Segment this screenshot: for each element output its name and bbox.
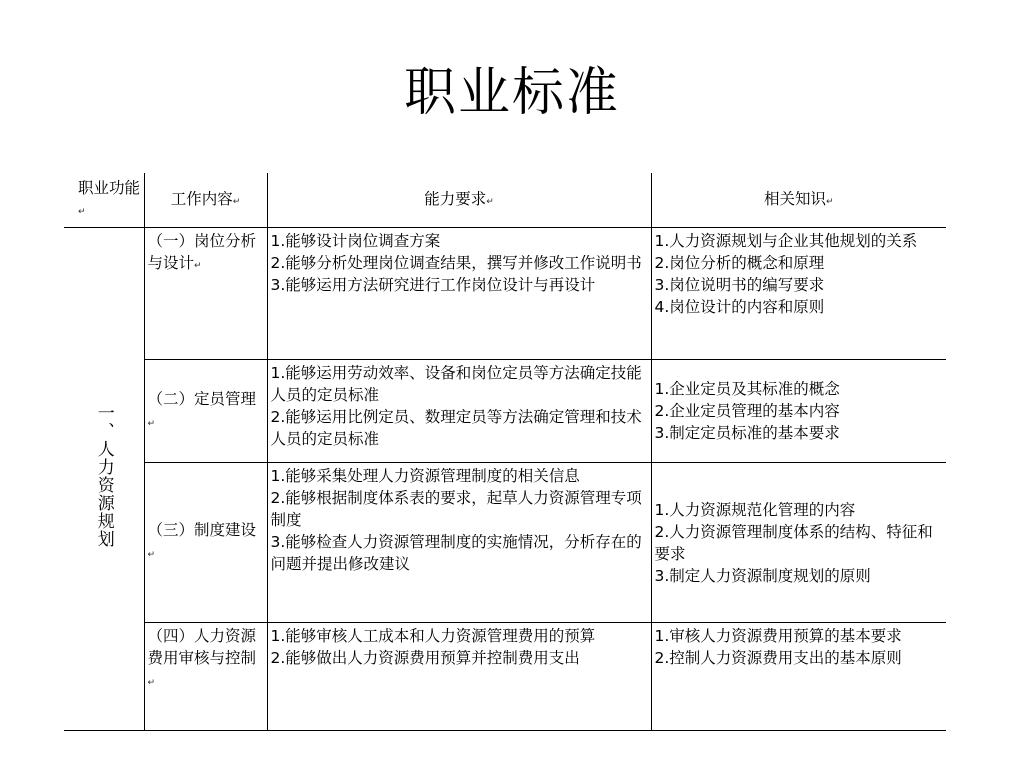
ability-item: 1.能够采集处理人力资源管理制度的相关信息 [270, 467, 580, 485]
knowledge-item: 1.人力资源规范化管理的内容 [654, 500, 856, 519]
function-cell [64, 228, 144, 731]
work-content-cell: （三）制度建设↵ [144, 463, 267, 623]
ability-item: 1.能够审核人工成本和人力资源管理费用的预算 [270, 627, 596, 645]
ability-cell [267, 228, 651, 360]
ability-cell [267, 623, 651, 731]
paragraph-mark-icon: ↵ [78, 206, 86, 217]
knowledge-cell [651, 623, 946, 731]
knowledge-item: 2.岗位分析的概念和原理 [654, 254, 825, 272]
knowledge-item: 4.岗位设计的内容和原则 [654, 298, 825, 316]
occupational-standard-table [64, 173, 946, 731]
knowledge-item: 3.制定人力资源制度规划的原则 [654, 566, 871, 585]
header-ability-label: 能力要求 [424, 189, 487, 208]
work-content-label: （一）岗位分析与设计 [147, 232, 257, 272]
work-content-cell: （一）岗位分析与设计↵ [144, 228, 267, 360]
work-content-label: （四）人力资源费用审核与控制 [147, 627, 257, 667]
table-row [64, 360, 946, 463]
header-function-label: 职业功能 [78, 178, 141, 197]
ability-item: 2.能够根据制度体系表的要求，起草人力资源管理专项制度 [270, 489, 642, 529]
knowledge-cell [651, 360, 946, 463]
function-label: 一、人力资源规划 [93, 404, 114, 548]
knowledge-item: 2.控制人力资源费用支出的基本原则 [654, 649, 902, 667]
table-row [64, 463, 946, 623]
knowledge-item: 1.审核人力资源费用预算的基本要求 [654, 627, 902, 645]
knowledge-item: 3.制定定员标准的基本要求 [654, 424, 840, 442]
table-header-row [64, 173, 946, 228]
header-ability [267, 173, 651, 228]
header-content-label: 工作内容 [170, 189, 233, 208]
header-content [144, 173, 267, 228]
table-row [64, 228, 946, 360]
ability-item: 3.能够检查人力资源管理制度的实施情况，分析存在的问题并提出修改建议 [270, 533, 642, 573]
work-content-label: （三）制度建设 [147, 521, 257, 539]
knowledge-item: 2.企业定员管理的基本内容 [654, 402, 840, 420]
knowledge-cell [651, 463, 946, 623]
knowledge-item: 2.人力资源管理制度体系的结构、特征和要求 [654, 522, 933, 563]
knowledge-item: 1.人力资源规划与企业其他规划的关系 [654, 232, 918, 250]
knowledge-cell [651, 228, 946, 360]
ability-item: 2.能够运用比例定员、数理定员等方法确定管理和技术人员的定员标准 [270, 408, 642, 448]
work-content-cell: （四）人力资源费用审核与控制↵ [144, 623, 267, 731]
header-knowledge [651, 173, 946, 228]
knowledge-item: 1.企业定员及其标准的概念 [654, 380, 840, 398]
header-knowledge-label: 相关知识 [763, 189, 826, 208]
knowledge-item: 3.岗位说明书的编写要求 [654, 276, 825, 294]
paragraph-mark-icon: ↵ [232, 196, 241, 207]
ability-cell [267, 360, 651, 463]
paragraph-mark-icon: ↵ [486, 196, 494, 207]
ability-item: 1.能够运用劳动效率、设备和岗位定员等方法确定技能人员的定员标准 [270, 364, 642, 404]
table-row [64, 623, 946, 731]
work-content-cell: （二）定员管理↵ [144, 360, 267, 463]
header-function [64, 173, 144, 228]
ability-item: 1.能够设计岗位调查方案 [270, 232, 441, 250]
ability-item: 2.能够分析处理岗位调查结果，撰写并修改工作说明书 [270, 254, 642, 272]
ability-item: 2.能够做出人力资源费用预算并控制费用支出 [270, 649, 580, 667]
ability-cell [267, 463, 651, 623]
paragraph-mark-icon: ↵ [825, 196, 834, 207]
page-title: 职业标准 [403, 63, 620, 123]
ability-item: 3.能够运用方法研究进行工作岗位设计与再设计 [270, 276, 596, 294]
work-content-label: （二）定员管理 [147, 389, 257, 408]
